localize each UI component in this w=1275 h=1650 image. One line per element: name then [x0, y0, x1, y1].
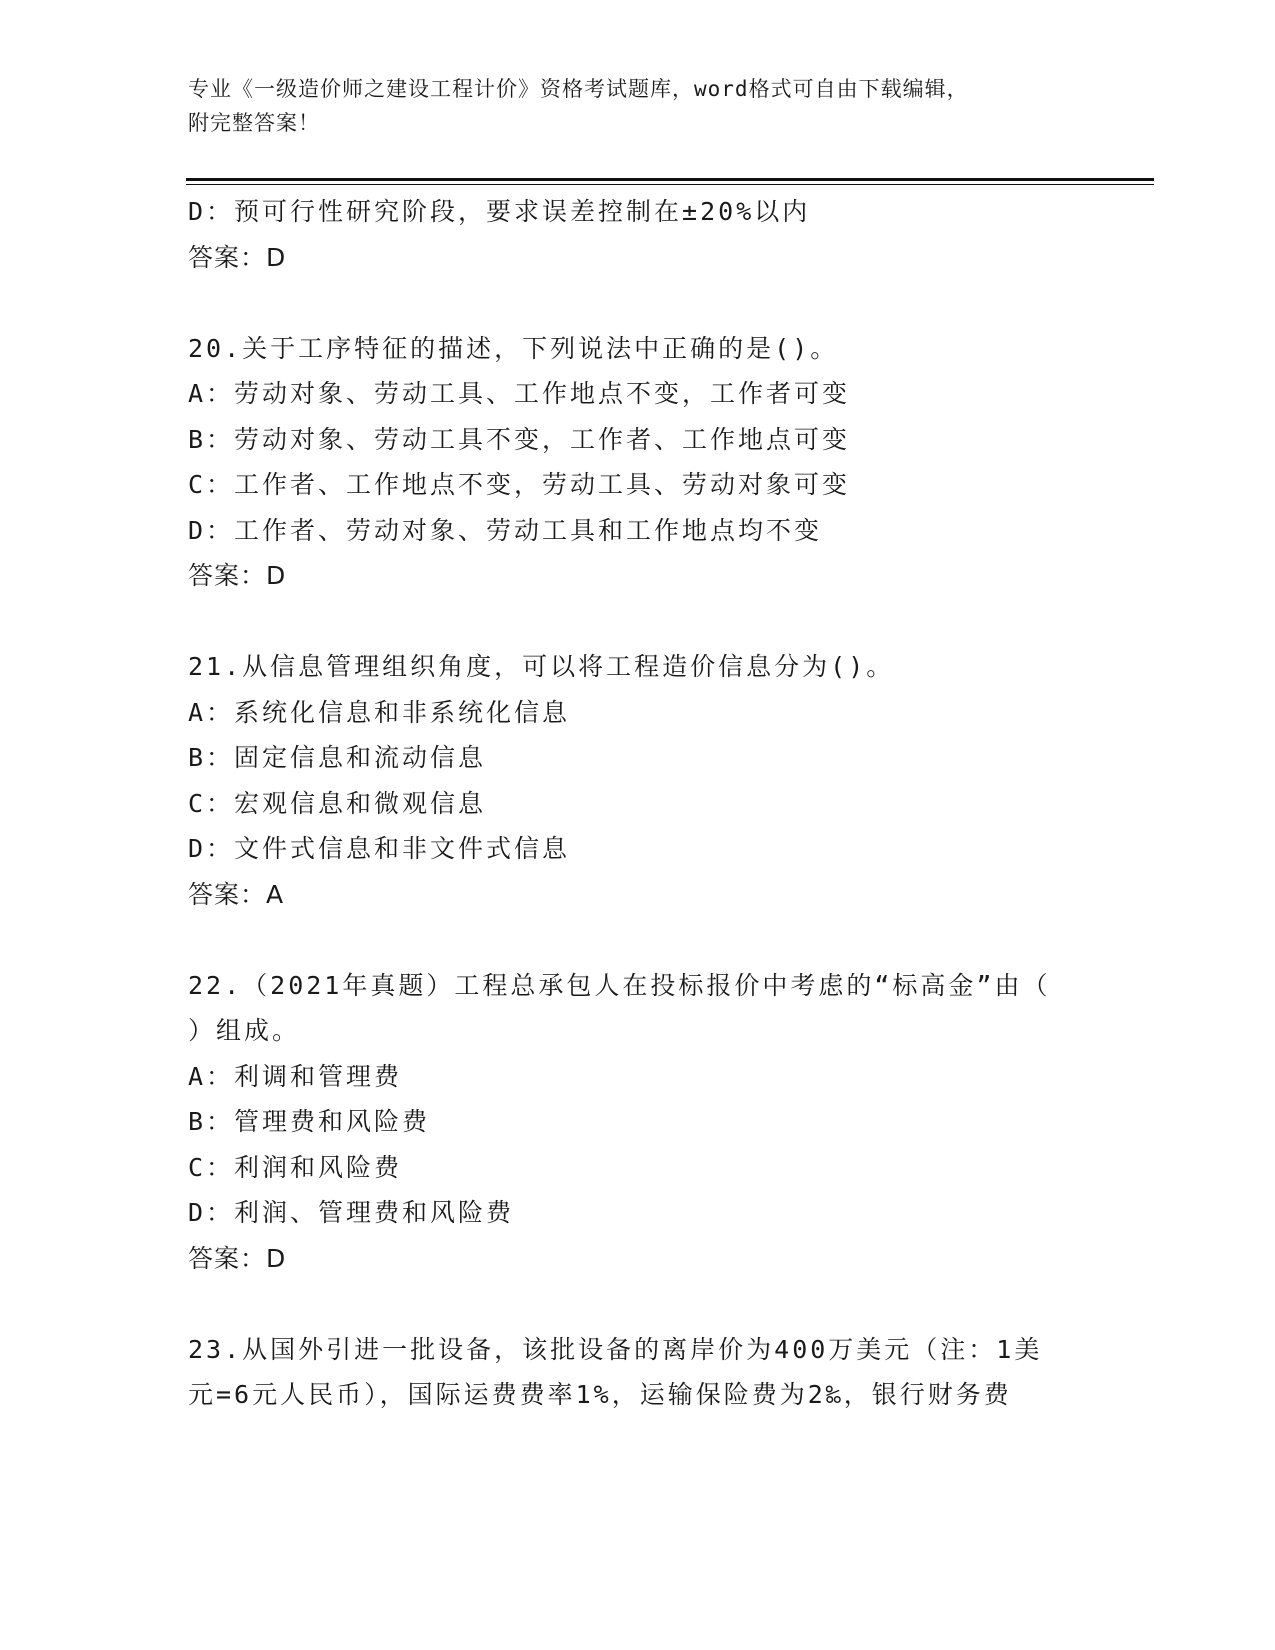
block-spacer	[188, 917, 1088, 963]
option-b: B：劳动对象、劳动工具不变，工作者、工作地点可变	[188, 424, 851, 454]
option-b: B：固定信息和流动信息	[188, 743, 487, 772]
answer-text: 答案：D	[188, 242, 287, 272]
block-spacer	[188, 599, 1088, 645]
header-divider-thick	[186, 178, 1154, 181]
question-stem: 22.（2021年真题）工程总承包人在投标报价中考虑的“标高金”由（	[188, 970, 1051, 1000]
option-b: B：管理费和风险费	[188, 1107, 431, 1136]
question-stem: 21.从信息管理组织角度，可以将工程造价信息分为()。	[188, 652, 895, 681]
option-c: C：利润和风险费	[188, 1152, 403, 1182]
question-stem-continued: ）组成。	[188, 1016, 301, 1045]
option-d: D：利润、管理费和风险费	[188, 1198, 515, 1227]
option-d: D：文件式信息和非文件式信息	[188, 834, 571, 863]
header-line-2: 附完整答案！	[188, 111, 320, 135]
option-a: A：系统化信息和非系统化信息	[188, 697, 571, 727]
question-block-22	[188, 963, 1088, 1282]
document-header	[188, 72, 1088, 140]
block-spacer	[188, 1281, 1088, 1327]
question-block-19	[188, 189, 1088, 280]
question-block-20	[188, 326, 1088, 599]
block-spacer	[188, 280, 1088, 326]
question-stem: 20.关于工序特征的描述，下列说法中正确的是()。	[188, 333, 839, 363]
option-a: A：利调和管理费	[188, 1061, 403, 1091]
question-block-21	[188, 644, 1088, 917]
answer-text: 答案：A	[188, 879, 285, 909]
question-list	[188, 189, 1088, 1418]
option-c: C：工作者、工作地点不变，劳动工具、劳动对象可变	[188, 470, 851, 499]
answer-text: 答案：D	[188, 1243, 287, 1273]
option-a: A：劳动对象、劳动工具、工作地点不变，工作者可变	[188, 379, 851, 408]
answer-text: 答案：D	[188, 561, 287, 590]
question-stem: 23.从国外引进一批设备，该批设备的离岸价为400万美元（注：1美	[188, 1334, 1043, 1364]
header-divider-thin	[186, 184, 1154, 185]
option-d: D：工作者、劳动对象、劳动工具和工作地点均不变	[188, 515, 823, 545]
question-line: D：预可行性研究阶段，要求误差控制在±20%以内	[188, 197, 811, 226]
question-stem-continued: 元=6元人民币），国际运费费率1%，运输保险费为2‰，银行财务费	[188, 1380, 1012, 1409]
header-line-1: 专业《一级造价师之建设工程计价》资格考试题库，word格式可自由下载编辑，	[188, 77, 969, 101]
question-block-23	[188, 1327, 1088, 1418]
option-c: C：宏观信息和微观信息	[188, 788, 487, 818]
